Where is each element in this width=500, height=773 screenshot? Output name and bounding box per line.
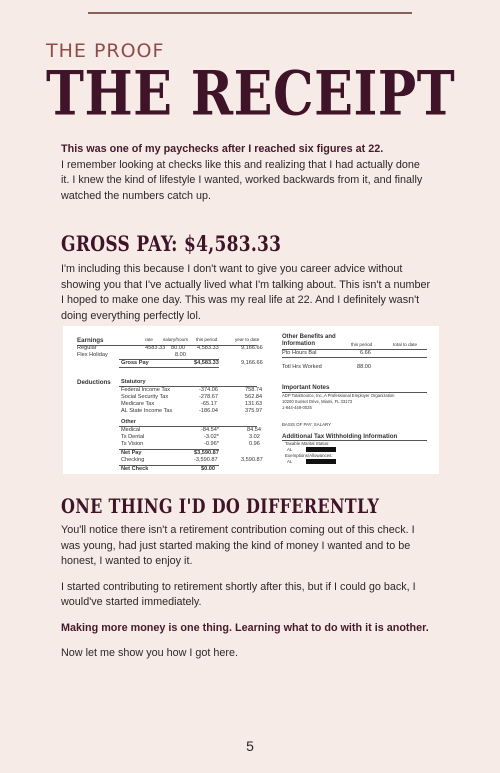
net-label: Net Pay	[121, 450, 142, 456]
intro-section	[61, 142, 431, 204]
differently-p4: Now let me show you how I got here.	[61, 647, 239, 659]
gross-label: Gross Pay	[121, 360, 149, 366]
checking-period: -3,590.87	[194, 457, 218, 463]
deduction-ytd: 131.63	[245, 401, 263, 407]
col-rate: rate	[145, 337, 153, 342]
exemptions: Exemptions/Allowances:	[285, 453, 333, 458]
other-period: -3.02*	[204, 434, 219, 440]
net-check-period: $0.00	[201, 466, 215, 472]
deduction-period: -186.04	[199, 408, 218, 414]
additional-tax-label: Additional Tax Withholding Information	[282, 433, 398, 440]
deduction-ytd: 562.84	[245, 394, 263, 400]
col-hours: salary/hours	[163, 337, 189, 342]
differently-p3: Making more money is one thing. Learning what to do with it is another.	[61, 621, 429, 634]
differently-section	[61, 523, 431, 662]
col-period: this period	[196, 337, 218, 342]
top-divider	[88, 12, 412, 14]
deductions-label: Deductions	[77, 379, 111, 386]
other-name: Ts Dental	[121, 434, 145, 440]
earning-name: Regular	[77, 345, 97, 351]
benefit-name: Pto Hours Bal	[282, 350, 317, 356]
paystub-image	[63, 326, 439, 474]
deduction-name: AL State Income Tax	[121, 408, 173, 414]
marital-al: AL	[287, 447, 293, 452]
deduction-name: Federal Income Tax	[121, 387, 171, 393]
earnings-label: Earnings	[77, 337, 104, 344]
net-period: $3,590.87	[194, 450, 219, 456]
other-label: Other	[121, 419, 136, 425]
checking-ytd: 3,590.87	[241, 457, 263, 463]
benefits-label: Other Benefits and	[282, 334, 336, 340]
benefits-label-2: Information	[282, 341, 315, 347]
exemptions-al: AL	[287, 459, 293, 464]
gross-ytd: 9,166.66	[241, 360, 263, 366]
earning-period: 4,583.33	[197, 345, 219, 351]
earnings-rule	[77, 345, 257, 346]
gross-pay-paragraph: I'm including this because I don't want to give you career advice without showing you that I've actually lived what I'm talking about. This isn't a number I hoped to make one day. This was my real life at 22. And I definitely wasn't doing everything perfectly lol.	[61, 263, 431, 322]
differently-heading: ONE THING I'D DO DIFFERENTLY	[61, 494, 380, 518]
benefits-col-period: this period	[351, 342, 373, 347]
gross-period: $4,583.33	[194, 360, 219, 366]
differently-p1: You'll notice there isn't a retirement contribution coming out of this check. I was young, had just started making the kind of money I wanted and to be honest, I wanted to enjoy it.	[61, 524, 415, 567]
note-line: ADP TotalSource, Inc.,A Professional Employer Organization	[282, 393, 395, 398]
benefits-col-ytd: total to date	[393, 342, 418, 347]
page-number: 5	[246, 738, 254, 754]
deduction-name: Medicare Tax	[121, 401, 155, 407]
benefits-rule-2	[282, 357, 427, 358]
deduction-period: -278.67	[199, 394, 218, 400]
marital-status: Taxable Marital Status:	[285, 441, 330, 446]
deduction-period: -374.06	[199, 387, 218, 393]
page-title: THE RECEIPT	[46, 58, 456, 130]
basis-of-pay: BASIS OF PAY: SALARY	[282, 422, 332, 427]
intro-text: I remember looking at checks like this and realizing that I had actually done it. I knew the kind of lifestyle I wanted, worked backwards from it, and finally watched the numbers catch up.	[61, 158, 423, 202]
note-line: 1-844-448-0025	[282, 405, 312, 410]
deduction-ytd: 758.74	[245, 387, 263, 393]
deduction-ytd: 375.97	[245, 408, 263, 414]
deduction-name: Social Security Tax	[121, 394, 169, 400]
differently-p2: I started contributing to retirement shortly after this, but if I could go back, I would've started immediately.	[61, 580, 416, 608]
earning-hours: 80.00	[171, 345, 185, 351]
section-kicker: THE PROOF	[46, 40, 165, 62]
earning-ytd: 9,166.66	[241, 345, 263, 351]
note-line: 10200 Sunset Drive, Miami, FL 33173	[282, 399, 353, 404]
earning-rate: 4583.33	[145, 345, 166, 351]
gross-pay-text	[61, 262, 431, 324]
other-ytd: 3.02	[249, 434, 260, 440]
redaction-bar	[306, 447, 336, 452]
benefit-value: 88.00	[357, 364, 371, 370]
other-name: Ts Vision	[121, 441, 144, 447]
net-check-label: Net Check	[121, 466, 149, 472]
redaction-bar	[306, 459, 336, 464]
other-ytd: 84.54	[247, 427, 261, 433]
gross-pay-heading: GROSS PAY: $4,583.33	[61, 232, 282, 257]
deduction-period: -65.17	[201, 401, 217, 407]
earning-hours: 8.00	[175, 352, 186, 358]
other-period: -84.54*	[201, 427, 220, 433]
intro-bold: This was one of my paychecks after I reached six figures at 22.	[61, 143, 384, 155]
other-name: Medical	[121, 427, 141, 433]
earning-name: Flex Holiday	[77, 352, 108, 358]
other-ytd: 0.96	[249, 441, 260, 447]
checking-label: Checking	[121, 457, 145, 463]
other-period: -0.96*	[204, 441, 219, 447]
gross-rule-bottom	[119, 367, 219, 368]
col-ytd: year to date	[235, 337, 260, 342]
benefit-name: Totl Hrs Worked	[282, 364, 322, 370]
benefit-value: 6.66	[360, 350, 371, 356]
notes-label: Important Notes	[282, 384, 330, 391]
statutory-label: Statutory	[121, 379, 146, 385]
